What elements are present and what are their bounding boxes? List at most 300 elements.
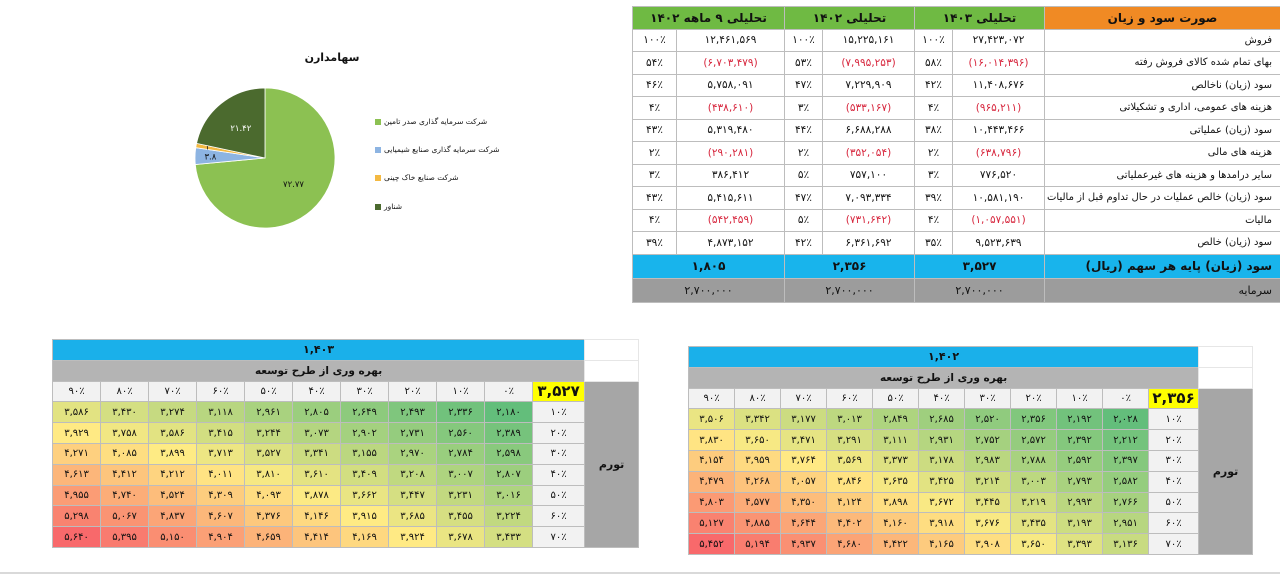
value-1403: ۱۰,۴۴۳,۴۶۶: [953, 119, 1045, 142]
heat-cell: ۵,۱۲۷: [689, 513, 735, 534]
legend-swatch: [375, 147, 381, 153]
heat-cell: ۳,۷۱۳: [197, 443, 245, 464]
heat-cell: ۳,۶۸۵: [389, 506, 437, 527]
heat-cell: ۴,۲۶۸: [735, 471, 781, 492]
percent-1403: ۴٪: [915, 97, 953, 120]
row-label: ۶۰٪: [533, 506, 585, 527]
heat-cell: ۲,۳۸۹: [485, 423, 533, 444]
value-9m: ۳۸۶,۴۱۲: [677, 164, 785, 187]
heat-cell: ۴,۱۶۹: [341, 527, 389, 548]
heat-cell: ۴,۸۸۵: [735, 513, 781, 534]
base-eps-cell: ۳,۵۲۷: [533, 381, 585, 402]
value-1402: ۷۵۷,۱۰۰: [823, 164, 915, 187]
heat-cell: ۲,۵۸۲: [1103, 471, 1149, 492]
column-header: ۷۰٪: [149, 381, 197, 402]
heat-cell: ۲,۹۸۳: [965, 450, 1011, 471]
legend-item: [375, 173, 459, 182]
heat-cell: ۳,۶۷۲: [919, 492, 965, 513]
sens-subtitle: بهره وری از طرح توسعه: [53, 360, 585, 381]
heat-cell: ۴,۶۰۷: [197, 506, 245, 527]
heat-cell: ۴,۳۰۹: [197, 485, 245, 506]
heat-cell: ۳,۴۵۵: [437, 506, 485, 527]
legend-item: [375, 202, 402, 211]
percent-1402: ۵٪: [785, 164, 823, 187]
heat-cell: ۳,۲۷۴: [149, 402, 197, 423]
pie-data-label: ۳.۸: [204, 152, 217, 163]
row-label: مالیات: [1045, 209, 1280, 232]
heat-cell: ۳,۲۱۴: [965, 471, 1011, 492]
table-row: [689, 513, 1253, 534]
heat-cell: ۳,۵۰۶: [689, 409, 735, 430]
row-label: سود (زیان) خالص عملیات در حال تداوم قبل از مالیات: [1045, 187, 1280, 210]
table-row: [633, 52, 1280, 75]
percent-1402: ۴۷٪: [785, 187, 823, 210]
percent-1402: ۵٪: [785, 209, 823, 232]
heat-cell: ۳,۲۳۱: [437, 485, 485, 506]
heat-cell: ۳,۷۶۴: [781, 450, 827, 471]
heat-cell: ۳,۶۷۶: [965, 513, 1011, 534]
heat-cell: ۴,۲۷۱: [53, 443, 101, 464]
value-9m: (۵۴۲,۴۵۹): [677, 209, 785, 232]
table-row: [633, 164, 1280, 187]
column-header: ۶۰٪: [827, 388, 873, 409]
value-9m: ۱,۸۰۵: [633, 254, 785, 278]
heat-cell: ۳,۲۹۱: [827, 430, 873, 451]
heat-cell: ۳,۵۶۹: [827, 450, 873, 471]
heat-cell: ۴,۹۳۷: [781, 534, 827, 555]
heat-cell: ۲,۹۶۱: [245, 402, 293, 423]
pl-header-title: صورت سود و زیان: [1045, 7, 1280, 30]
heat-cell: ۲,۵۷۲: [1011, 430, 1057, 451]
legend-item: [375, 117, 487, 126]
table-row: [689, 492, 1253, 513]
shareholders-pie-chart: [190, 80, 375, 250]
sensitivity-table-1402: [688, 346, 1253, 555]
row-label: ۵۰٪: [533, 485, 585, 506]
heat-cell: ۳,۴۱۵: [197, 423, 245, 444]
heat-cell: ۵,۱۹۴: [735, 534, 781, 555]
column-header: ۹۰٪: [53, 381, 101, 402]
column-header: ۵۰٪: [873, 388, 919, 409]
table-row: [689, 450, 1253, 471]
heat-cell: ۵,۱۵۰: [149, 527, 197, 548]
column-header: ۲۰٪: [389, 381, 437, 402]
heat-cell: ۴,۶۸۰: [827, 534, 873, 555]
heat-cell: ۳,۴۳۰: [101, 402, 149, 423]
value-9m: ۵,۷۵۸,۰۹۱: [677, 74, 785, 97]
heat-cell: ۳,۲۰۸: [389, 464, 437, 485]
heat-cell: ۴,۲۱۲: [149, 464, 197, 485]
row-label: ۱۰٪: [533, 402, 585, 423]
heat-cell: ۴,۵۷۷: [735, 492, 781, 513]
heat-cell: ۴,۰۹۳: [245, 485, 293, 506]
heat-cell: ۳,۸۹۹: [149, 443, 197, 464]
heat-cell: ۲,۸۴۹: [873, 409, 919, 430]
percent-1403: ۳۵٪: [915, 232, 953, 255]
heat-cell: ۴,۳۷۶: [245, 506, 293, 527]
percent-9m: ۴٪: [633, 97, 677, 120]
heat-cell: ۳,۴۳۳: [485, 527, 533, 548]
heat-cell: ۳,۲۴۴: [245, 423, 293, 444]
value-1402: (۷۳۱,۶۴۲): [823, 209, 915, 232]
percent-1403: ۳۹٪: [915, 187, 953, 210]
percent-9m: ۳٪: [633, 164, 677, 187]
column-header: ۳۰٪: [965, 388, 1011, 409]
heat-cell: ۲,۹۳۱: [919, 430, 965, 451]
heat-cell: ۳,۹۵۹: [735, 450, 781, 471]
heat-cell: ۲,۸۰۷: [485, 464, 533, 485]
heat-cell: ۳,۶۳۵: [873, 471, 919, 492]
sens-title: ۱,۴۰۲: [689, 347, 1199, 368]
table-row: [633, 142, 1280, 165]
column-header: ۰٪: [485, 381, 533, 402]
percent-1402: ۴۲٪: [785, 232, 823, 255]
heat-cell: ۳,۰۱۳: [827, 409, 873, 430]
column-header: ۸۰٪: [735, 388, 781, 409]
legend-label: شرکت صنایع خاک چینی: [384, 173, 459, 182]
row-label: ۳۰٪: [1149, 450, 1199, 471]
value-1402: (۳۵۲,۰۵۴): [823, 142, 915, 165]
heat-cell: ۲,۴۹۳: [389, 402, 437, 423]
value-1403: (۶۳۸,۷۹۶): [953, 142, 1045, 165]
sens-subtitle: بهره وری از طرح توسعه: [689, 367, 1199, 388]
heat-cell: ۴,۴۲۲: [873, 534, 919, 555]
sens-title: ۱,۴۰۳: [53, 340, 585, 361]
percent-9m: ۴۶٪: [633, 74, 677, 97]
heat-cell: ۳,۵۸۶: [149, 423, 197, 444]
row-label: سود (زیان) ناخالص: [1045, 74, 1280, 97]
heat-cell: ۳,۸۷۸: [293, 485, 341, 506]
value-1402: ۲,۳۵۶: [785, 254, 915, 278]
heat-cell: ۲,۷۳۱: [389, 423, 437, 444]
value-1403: ۲,۷۰۰,۰۰۰: [915, 278, 1045, 302]
percent-1402: ۲٪: [785, 142, 823, 165]
heat-cell: ۲,۱۹۲: [1057, 409, 1103, 430]
pl-header-1402: تحلیلی ۱۴۰۲: [785, 7, 915, 30]
column-header: ۲۰٪: [1011, 388, 1057, 409]
table-row: [689, 409, 1253, 430]
value-1403: (۱,۰۵۷,۵۵۱): [953, 209, 1045, 232]
value-9m: (۴۳۸,۶۱۰): [677, 97, 785, 120]
heat-cell: ۴,۹۰۴: [197, 527, 245, 548]
row-label: ۴۰٪: [1149, 471, 1199, 492]
value-9m: ۲,۷۰۰,۰۰۰: [633, 278, 785, 302]
heat-cell: ۲,۵۹۲: [1057, 450, 1103, 471]
heat-cell: ۲,۷۸۴: [437, 443, 485, 464]
row-label: سرمایه: [1045, 278, 1280, 302]
heat-cell: ۳,۳۹۳: [1057, 534, 1103, 555]
heat-cell: ۳,۶۷۸: [437, 527, 485, 548]
value-1402: ۶,۶۸۸,۲۸۸: [823, 119, 915, 142]
pie-data-label: ۷۲.۷۷: [283, 179, 304, 190]
heat-cell: ۳,۳۷۳: [873, 450, 919, 471]
column-header: ۱۰٪: [1057, 388, 1103, 409]
row-label: سایر درامدها و هزینه های غیرعملیاتی: [1045, 164, 1280, 187]
column-header: ۵۰٪: [245, 381, 293, 402]
row-label: ۳۰٪: [533, 443, 585, 464]
heat-cell: ۴,۳۵۰: [781, 492, 827, 513]
heat-cell: ۳,۹۱۵: [341, 506, 389, 527]
percent-9m: ۲٪: [633, 142, 677, 165]
row-label: بهای تمام شده کالای فروش رفته: [1045, 52, 1280, 75]
value-1402: (۵۳۳,۱۶۷): [823, 97, 915, 120]
percent-1403: ۱۰۰٪: [915, 29, 953, 52]
heat-cell: ۳,۴۰۹: [341, 464, 389, 485]
percent-9m: ۱۰۰٪: [633, 29, 677, 52]
heat-cell: ۴,۸۳۷: [149, 506, 197, 527]
percent-1402: ۱۰۰٪: [785, 29, 823, 52]
percent-1402: ۳٪: [785, 97, 823, 120]
value-1403: ۹,۵۲۳,۶۳۹: [953, 232, 1045, 255]
table-row: [633, 187, 1280, 210]
percent-1403: ۴٪: [915, 209, 953, 232]
value-1403: (۹۶۵,۲۱۱): [953, 97, 1045, 120]
value-9m: ۵,۴۱۵,۶۱۱: [677, 187, 785, 210]
value-1403: ۲۷,۴۲۳,۰۷۲: [953, 29, 1045, 52]
value-9m: (۶,۷۰۳,۴۷۹): [677, 52, 785, 75]
heat-cell: ۴,۱۶۵: [919, 534, 965, 555]
heat-cell: ۴,۰۵۷: [781, 471, 827, 492]
heat-cell: ۲,۷۸۸: [1011, 450, 1057, 471]
heat-cell: ۳,۴۷۱: [781, 430, 827, 451]
table-row: [53, 527, 639, 548]
heat-cell: ۴,۴۱۴: [293, 527, 341, 548]
heat-cell: ۳,۵۲۷: [245, 443, 293, 464]
column-header: ۴۰٪: [919, 388, 965, 409]
row-label: ۵۰٪: [1149, 492, 1199, 513]
heat-cell: ۴,۶۴۴: [781, 513, 827, 534]
heat-cell: ۳,۳۴۲: [735, 409, 781, 430]
heat-cell: ۲,۵۹۸: [485, 443, 533, 464]
value-9m: ۵,۳۱۹,۴۸۰: [677, 119, 785, 142]
heat-cell: ۴,۹۵۵: [53, 485, 101, 506]
value-1402: ۷,۲۲۹,۹۰۹: [823, 74, 915, 97]
row-label: ۲۰٪: [1149, 430, 1199, 451]
table-row: [53, 443, 639, 464]
table-row: [53, 485, 639, 506]
heat-cell: ۳,۱۹۳: [1057, 513, 1103, 534]
row-label: هزینه های عمومی، اداری و تشکیلاتی: [1045, 97, 1280, 120]
heat-cell: ۲,۰۲۸: [1103, 409, 1149, 430]
heat-cell: ۳,۸۹۸: [873, 492, 919, 513]
column-header: ۹۰٪: [689, 388, 735, 409]
column-header: ۴۰٪: [293, 381, 341, 402]
heat-cell: ۲,۸۰۵: [293, 402, 341, 423]
percent-1403: ۴۲٪: [915, 74, 953, 97]
heat-cell: ۴,۱۲۴: [827, 492, 873, 513]
heat-cell: ۳,۶۶۲: [341, 485, 389, 506]
heat-cell: ۲,۶۴۹: [341, 402, 389, 423]
heat-cell: ۲,۹۷۰: [389, 443, 437, 464]
value-9m: ۴,۸۷۳,۱۵۲: [677, 232, 785, 255]
value-1403: ۱۰,۵۸۱,۱۹۰: [953, 187, 1045, 210]
table-row: [633, 74, 1280, 97]
heat-cell: ۳,۹۲۴: [389, 527, 437, 548]
heat-cell: ۵,۲۹۸: [53, 506, 101, 527]
heat-cell: ۳,۱۷۷: [781, 409, 827, 430]
heat-cell: ۴,۰۸۵: [101, 443, 149, 464]
heat-cell: ۳,۱۱۸: [197, 402, 245, 423]
heat-cell: ۳,۷۵۸: [101, 423, 149, 444]
heat-cell: ۳,۱۷۸: [919, 450, 965, 471]
percent-1403: ۳۸٪: [915, 119, 953, 142]
value-1403: ۷۷۶,۵۲۰: [953, 164, 1045, 187]
heat-cell: ۲,۵۶۰: [437, 423, 485, 444]
sens-title-row: [689, 347, 1253, 368]
row-label: ۷۰٪: [533, 527, 585, 548]
heat-cell: ۲,۳۳۶: [437, 402, 485, 423]
table-row: [689, 534, 1253, 555]
heat-cell: ۳,۹۲۹: [53, 423, 101, 444]
heat-cell: ۳,۹۰۸: [965, 534, 1011, 555]
table-row: [53, 506, 639, 527]
heat-cell: ۳,۶۵۰: [735, 430, 781, 451]
legend-swatch: [375, 119, 381, 125]
table-row: [689, 430, 1253, 451]
heat-cell: ۳,۱۱۱: [873, 430, 919, 451]
legend-label: شناور: [384, 202, 403, 211]
heat-cell: ۲,۹۰۲: [341, 423, 389, 444]
row-label: سود (زیان) عملیاتی: [1045, 119, 1280, 142]
value-1402: ۷,۰۹۳,۳۳۴: [823, 187, 915, 210]
percent-9m: ۴۳٪: [633, 119, 677, 142]
heat-cell: ۳,۲۲۴: [485, 506, 533, 527]
heat-cell: ۳,۶۵۰: [1011, 534, 1057, 555]
percent-9m: ۵۴٪: [633, 52, 677, 75]
heat-cell: ۲,۹۵۱: [1103, 513, 1149, 534]
heat-cell: ۳,۱۳۶: [1103, 534, 1149, 555]
heat-cell: ۴,۰۱۱: [197, 464, 245, 485]
sens-title-row: [53, 340, 639, 361]
heat-cell: ۳,۲۱۹: [1011, 492, 1057, 513]
value-1403: (۱۶,۰۱۴,۳۹۶): [953, 52, 1045, 75]
percent-9m: ۴٪: [633, 209, 677, 232]
row-label: سود (زیان) خالص: [1045, 232, 1280, 255]
percent-1403: ۲٪: [915, 142, 953, 165]
row-label: ۲۰٪: [533, 423, 585, 444]
percent-1402: ۴۴٪: [785, 119, 823, 142]
heat-cell: ۴,۶۱۳: [53, 464, 101, 485]
heat-cell: ۳,۵۸۶: [53, 402, 101, 423]
heat-cell: ۳,۰۰۷: [437, 464, 485, 485]
value-1402: ۶,۳۶۱,۶۹۲: [823, 232, 915, 255]
percent-1402: ۴۷٪: [785, 74, 823, 97]
side-label: تورم: [1199, 388, 1253, 554]
heat-cell: ۴,۱۴۶: [293, 506, 341, 527]
spacer-cell: [1199, 367, 1253, 388]
heat-cell: ۴,۷۴۰: [101, 485, 149, 506]
legend-swatch: [375, 204, 381, 210]
row-label: ۴۰٪: [533, 464, 585, 485]
percent-9m: ۳۹٪: [633, 232, 677, 255]
legend-label: شرکت سرمایه گذاری صدر تامین: [384, 117, 488, 126]
legend-label: شرکت سرمایه گذاری صنایع شیمیایی: [384, 145, 500, 154]
heat-cell: ۵,۳۹۵: [101, 527, 149, 548]
column-header: ۸۰٪: [101, 381, 149, 402]
heat-cell: ۲,۵۲۰: [965, 409, 1011, 430]
heat-cell: ۴,۶۵۹: [245, 527, 293, 548]
row-label: فروش: [1045, 29, 1280, 52]
table-row: [633, 119, 1280, 142]
value-9m: ۱۲,۴۶۱,۵۶۹: [677, 29, 785, 52]
sens-header-row: [689, 388, 1253, 409]
table-row: [633, 232, 1280, 255]
table-row: [53, 464, 639, 485]
value-1402: (۷,۹۹۵,۲۵۳): [823, 52, 915, 75]
heat-cell: ۲,۳۵۶: [1011, 409, 1057, 430]
row-label: سود (زیان) پایه هر سهم (ریال): [1045, 254, 1280, 278]
sens-subtitle-row: [53, 360, 639, 381]
pl-header-row: [633, 7, 1280, 30]
capital-row: [633, 278, 1280, 302]
column-header: ۶۰٪: [197, 381, 245, 402]
pl-header-9m: تحلیلی ۹ ماهه ۱۴۰۲: [633, 7, 785, 30]
spacer-cell: [585, 360, 639, 381]
heat-cell: ۳,۳۴۱: [293, 443, 341, 464]
row-label: ۱۰٪: [1149, 409, 1199, 430]
heat-cell: ۳,۴۴۵: [965, 492, 1011, 513]
value-1402: ۲,۷۰۰,۰۰۰: [785, 278, 915, 302]
heat-cell: ۳,۰۷۳: [293, 423, 341, 444]
row-label: هزینه های مالی: [1045, 142, 1280, 165]
heat-cell: ۳,۱۵۵: [341, 443, 389, 464]
sens-header-row: [53, 381, 639, 402]
table-row: [633, 29, 1280, 52]
table-row: [53, 402, 639, 423]
heat-cell: ۳,۰۰۳: [1011, 471, 1057, 492]
pie-data-label: ۱: [205, 142, 210, 153]
heat-cell: ۲,۲۱۲: [1103, 430, 1149, 451]
heat-cell: ۵,۴۵۲: [689, 534, 735, 555]
value-9m: (۲۹۰,۲۸۱): [677, 142, 785, 165]
legend-swatch: [375, 175, 381, 181]
profit-loss-table: [632, 6, 1280, 303]
heat-cell: ۴,۴۰۲: [827, 513, 873, 534]
heat-cell: ۲,۳۹۲: [1057, 430, 1103, 451]
heat-cell: ۲,۷۶۶: [1103, 492, 1149, 513]
heat-cell: ۵,۰۶۷: [101, 506, 149, 527]
column-header: ۰٪: [1103, 388, 1149, 409]
heat-cell: ۴,۴۷۹: [689, 471, 735, 492]
value-1403: ۱۱,۴۰۸,۶۷۶: [953, 74, 1045, 97]
heat-cell: ۲,۹۹۳: [1057, 492, 1103, 513]
pie-chart-title: سهامدارن: [304, 51, 360, 64]
percent-1402: ۵۳٪: [785, 52, 823, 75]
percent-1403: ۵۸٪: [915, 52, 953, 75]
pl-header-1403: تحلیلی ۱۴۰۳: [915, 7, 1045, 30]
column-header: ۳۰٪: [341, 381, 389, 402]
table-row: [689, 471, 1253, 492]
side-label: تورم: [585, 381, 639, 547]
heat-cell: ۳,۸۴۶: [827, 471, 873, 492]
heat-cell: ۲,۶۸۵: [919, 409, 965, 430]
heat-cell: ۳,۴۲۵: [919, 471, 965, 492]
percent-1403: ۳٪: [915, 164, 953, 187]
percent-9m: ۴۳٪: [633, 187, 677, 210]
heat-cell: ۴,۱۵۴: [689, 450, 735, 471]
heat-cell: ۲,۷۵۲: [965, 430, 1011, 451]
sens-subtitle-row: [689, 367, 1253, 388]
table-row: [633, 209, 1280, 232]
column-header: ۷۰٪: [781, 388, 827, 409]
table-row: [53, 423, 639, 444]
row-label: ۷۰٪: [1149, 534, 1199, 555]
spacer-cell: [585, 340, 639, 361]
heat-cell: ۳,۸۱۰: [245, 464, 293, 485]
sensitivity-table-1403: [52, 339, 639, 548]
heat-cell: ۳,۰۱۶: [485, 485, 533, 506]
heat-cell: ۲,۳۹۷: [1103, 450, 1149, 471]
